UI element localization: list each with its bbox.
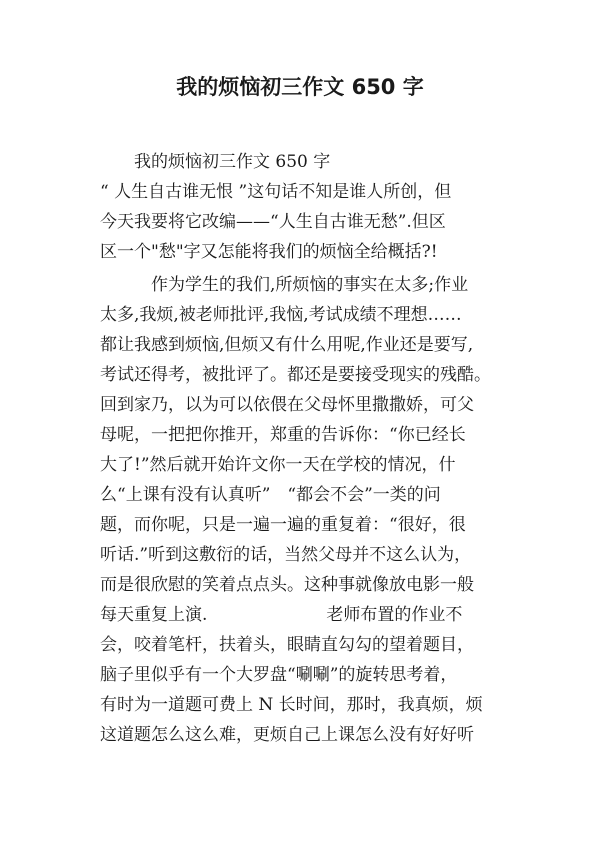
text-line: 这道题怎么这么难，更烦自己上课怎么没有好好听 (100, 725, 474, 745)
text-line: 而是很欣慰的笑着点点头。这种事就像放电影一般 (100, 575, 474, 595)
text-line: 会，咬着笔杆，扶着头，眼睛直勾勾的望着题目， (100, 635, 474, 655)
text-line: 区一个"愁"字又怎能将我们的烦恼全给概括?! (100, 242, 438, 262)
text-line: 都让我感到烦恼,但烦又有什么用呢,作业还是要写, (100, 335, 474, 355)
text-line: 母呢，一把把你推开，郑重的告诉你：“你已经长 (100, 425, 466, 445)
text-line: 考试还得考，被批评了。都还是要接受现实的残酷。 (100, 365, 491, 385)
text-line: 脑子里似乎有一个大罗盘“唰唰”的旋转思考着， (100, 665, 458, 685)
text-line: 我的烦恼初三作文 650 字 (100, 152, 331, 172)
text-line: 今天我要将它改编——“人生自古谁无愁”.但区 (100, 212, 446, 232)
text-line: 有时为一道题可费上 N 长时间，那时，我真烦，烦 (100, 695, 483, 715)
text-line: 大了!”然后就开始许文你一天在学校的情况，什 (100, 455, 456, 475)
document-title: 我的烦恼初三作文 650 字 (176, 75, 424, 99)
text-line: 回到家乃，以为可以依偎在父母怀里撒撒娇，可父 (100, 395, 474, 415)
text-line: 作为学生的我们,所烦恼的事实在太多;作业 (100, 275, 469, 295)
text-line: 每天重复上演. 老师布置的作业不 (100, 605, 463, 625)
text-line: 题，而你呢，只是一遍一遍的重复着：“很好，很 (100, 515, 466, 535)
text-line: 么“上课有没有认真听” “都会不会”一类的问 (100, 485, 441, 505)
text-line: “ 人生自古谁无恨 ”这句话不知是谁人所创，但 (100, 182, 452, 202)
text-line: 太多,我烦,被老师批评,我恼,考试成绩不理想…… (100, 305, 462, 325)
text-line: 听话.”听到这敷衍的话，当然父母并不这么认为， (100, 545, 472, 565)
